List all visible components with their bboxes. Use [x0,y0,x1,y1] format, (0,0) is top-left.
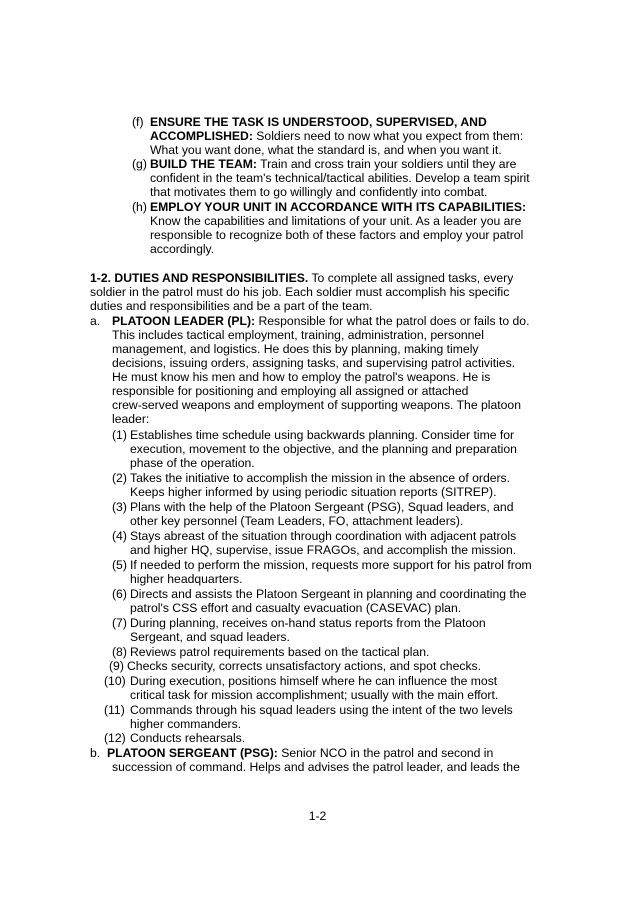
principle-f-text2: What you want done, what the standard is, and when you want it. [150,143,502,157]
pl-item-11-line-1: higher commanders. [130,717,242,731]
section-intro2: soldier in the patrol must do his job. Each soldier must accomplish his specific [90,285,510,299]
psg-title: PLATOON SERGEANT (PSG): [107,746,278,760]
pl-item-11-marker: (11) [104,703,125,717]
pl-line-0: Responsible for what the patrol does or fails to do. [255,314,530,328]
principle-f-line [150,129,523,143]
pl-heading-line [112,314,529,328]
page-number: 1-2 [308,809,327,823]
section-heading: 1-2. DUTIES AND RESPONSIBILITIES. [90,271,309,285]
principle-g-text1: Train and cross train your soldiers until they are [256,157,517,171]
pl-line-7: leader: [112,412,150,426]
principle-f-title: ENSURE THE TASK IS UNDERSTOOD, SUPERVISED, AND [150,115,487,129]
pl-item-2-line-0: Takes the initiative to accomplish the mission in the absence of orders. [130,471,511,485]
pl-item-3-marker: (3) [112,500,127,514]
pl-item-5-line-0: If needed to perform the mission, requests more support for his patrol from [130,558,532,572]
pl-line-4: He must know his men and how to employ the patrol's weapons. He is [112,370,491,384]
principle-f-marker: (f) [132,115,144,129]
pl-item-10-line-0: During execution, positions himself where he can influence the most [130,674,498,688]
pl-line-5: responsible for positioning and employing all assigned or attached [112,384,469,398]
psg-line1: Senior NCO in the patrol and second in [277,746,494,760]
pl-line-3: decisions, issuing orders, assigning tasks, and supervising patrol activities. [112,356,516,370]
pl-item-10-marker: (10) [104,674,126,688]
principle-h-marker: (h) [132,200,147,214]
principle-h-text3: accordingly. [150,242,215,256]
pl-item-12-marker: (12) [104,731,126,745]
pl-item-2-marker: (2) [112,471,127,485]
principle-f-text1: Soldiers need to now what you expect from them: [252,129,524,143]
principle-f-title-cont: ACCOMPLISHED: [150,129,253,143]
pl-item-6-line-1: patrol's CSS effort and casualty evacuation (CASEVAC) plan. [130,601,462,615]
pl-item-6-marker: (6) [112,587,127,601]
pl-line-1: This includes tactical employment, training, administration, personnel [112,328,484,342]
pl-item-5-line-1: higher headquarters. [130,572,243,586]
pl-item-9-marker: (9) [109,659,124,673]
pl-item-3-line-1: other key personnel (Team Leaders, FO, attachment leaders). [130,514,464,528]
principle-h-title: EMPLOY YOUR UNIT IN ACCORDANCE WITH ITS CAPABILITIES: [150,200,527,214]
pl-item-9-line-0: Checks security, corrects unsatisfactory actions, and spot checks. [127,659,482,673]
pl-line-2: management, and logistics. He does this by planning, making timely [112,342,479,356]
pl-item-4-line-1: and higher HQ, supervise, issue FRAGOs, and accomplish the mission. [130,543,517,557]
pl-item-5-marker: (5) [112,558,127,572]
pl-item-7-line-1: Sergeant, and squad leaders. [130,630,290,644]
pl-item-8-marker: (8) [112,645,127,659]
psg-heading-line [107,746,493,760]
pl-item-3-line-0: Plans with the help of the Platoon Sergeant (PSG), Squad leaders, and [130,500,514,514]
pl-marker: a. [90,314,101,328]
pl-line-6: crew-served weapons and employment of supporting weapons. The platoon [112,398,521,412]
section-intro3: duties and responsibilities and be a part of the team. [90,299,373,313]
pl-item-11-line-0: Commands through his squad leaders using the intent of the two levels [130,703,513,717]
pl-item-10-line-1: critical task for mission accomplishment; usually with the main effort. [130,688,499,702]
section-heading-line [90,271,513,285]
pl-item-7-line-0: During planning, receives on-hand status reports from the Platoon [130,616,486,630]
pl-item-7-marker: (7) [112,616,127,630]
pl-item-12-line-0: Conducts rehearsals. [130,731,246,745]
pl-item-1-line-2: phase of the operation. [130,456,255,470]
principle-g-text2: confident in the team's technical/tactical abilities. Develop a team spirit [150,171,530,185]
principle-h-text1: Know the capabilities and limitations of your unit. As a leader you are [150,214,522,228]
section-intro1: To complete all assigned tasks, every [308,271,514,285]
pl-item-1-marker: (1) [112,428,127,442]
principle-g-text3: that motivates them to go willingly and confidently into combat. [150,185,488,199]
pl-item-4-marker: (4) [112,529,127,543]
psg-line2: succession of command. Helps and advises the patrol leader, and leads the [112,760,520,774]
principle-h-text2: responsible to recognize both of these factors and employ your patrol [150,228,524,242]
pl-item-6-line-0: Directs and assists the Platoon Sergeant in planning and coordinating the [130,587,527,601]
pl-item-8-line-0: Reviews patrol requirements based on the tactical plan. [130,645,430,659]
principle-g-marker: (g) [132,157,147,171]
pl-item-1-line-0: Establishes time schedule using backwards planning. Consider time for [130,428,515,442]
pl-item-1-line-1: execution, movement to the objective, and the planning and preparation [130,442,517,456]
pl-title: PLATOON LEADER (PL): [112,314,256,328]
pl-item-4-line-0: Stays abreast of the situation through coordination with adjacent patrols [130,529,517,543]
psg-marker: b. [90,746,101,760]
principle-g-title: BUILD THE TEAM: [150,157,257,171]
principle-g-line [150,157,516,171]
pl-item-2-line-1: Keeps higher informed by using periodic situation reports (SITREP). [130,485,497,499]
